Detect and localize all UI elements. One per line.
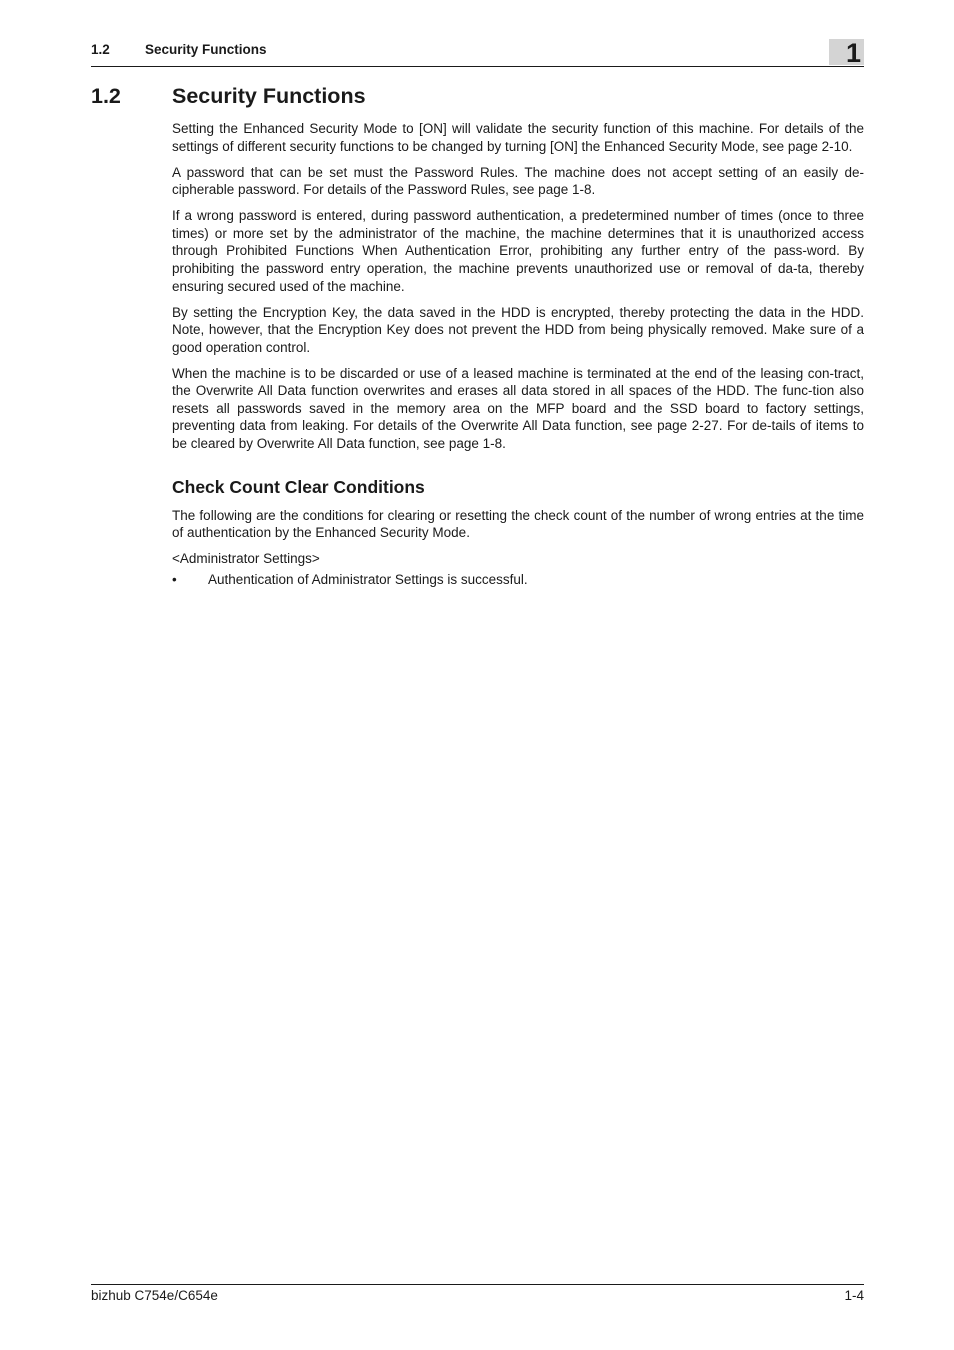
section-heading: [91, 84, 366, 109]
section-number: 1.2: [91, 84, 121, 108]
paragraph: When the machine is to be discarded or use of a leased machine is terminated at the end of the leasing con-tract, the Overwrite All Data function overwrites and erases all data stored in all spaces of the HDD. The func-tion also resets all passwords saved in the memory area on the MFP board and the SSD board to factory settings, preventing data from leaking. For details of the Overwrite All Data function, see page 2-27. For de-tails of items to be cleared by Overwrite All Data function, see page 1-8.: [172, 365, 864, 452]
subsection-heading: Check Count Clear Conditions: [172, 476, 425, 497]
chapter-tab: [829, 38, 864, 68]
body-content: [172, 120, 864, 588]
bullet-icon: •: [172, 571, 177, 587]
header-section-title: Security Functions: [145, 42, 267, 57]
chapter-number: 1: [845, 38, 861, 68]
group-label: <Administrator Settings>: [172, 551, 320, 567]
section-title: Security Functions: [172, 84, 366, 108]
paragraph: By setting the Encryption Key, the data saved in the HDD is encrypted, thereby protecting the data in the HDD. Note, however, that the Encryption Key does not prevent the HDD from being physically removed. Make sure of a good operation control.: [172, 304, 864, 355]
footer-page-number: 1-4: [844, 1288, 864, 1303]
paragraph: If a wrong password is entered, during password authentication, a predetermined number of times (once to three times) or more set by the administrator of the machine, the machine determines that it is unauthorized access through Prohibited Functions When Authentication Error, prohibiting any further entry of the pass-word. By prohibiting the password entry operation, the machine prevents unauthorized use or removal of da-ta, thereby ensuring secured used of the machine.: [172, 208, 864, 294]
list-item-text: Authentication of Administrator Settings is successful.: [208, 571, 528, 587]
running-header: [91, 38, 864, 68]
footer-model: bizhub C754e/C654e: [91, 1288, 218, 1303]
list-item: [172, 571, 864, 589]
paragraph: A password that can be set must the Password Rules. The machine does not accept setting of an easily de-cipherable password. For details of the Password Rules, see page 1-8.: [172, 164, 864, 198]
paragraph: Setting the Enhanced Security Mode to [ON] will validate the security function of this machine. For details of the settings of different security functions to be changed by turning [ON] the Enhanced Security Mode, see page 2-10.: [172, 121, 864, 154]
bullet-list: [172, 571, 864, 589]
subsection-intro: The following are the conditions for clearing or resetting the check count of the number of wrong entries at the time of authentication by the Enhanced Security Mode.: [172, 507, 864, 541]
page-footer: [91, 1284, 864, 1303]
header-section-number: 1.2: [91, 42, 110, 57]
